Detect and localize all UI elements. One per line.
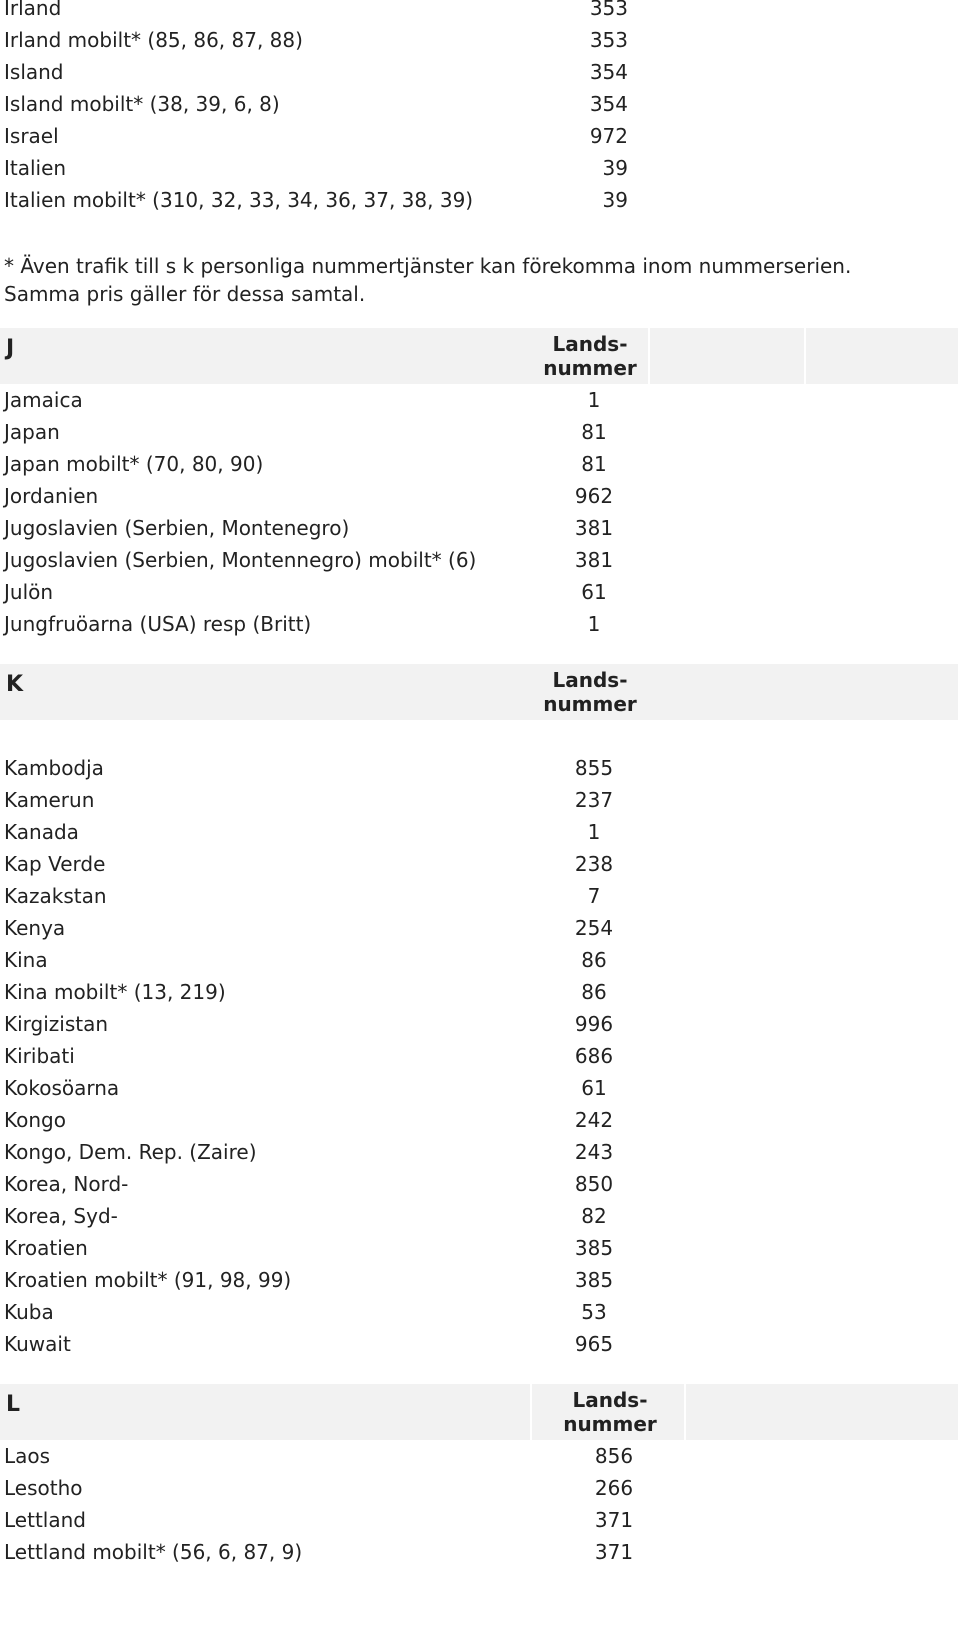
column-divider — [684, 1384, 686, 1440]
column-divider — [648, 328, 650, 384]
country-name: Kroatien — [4, 1236, 88, 1260]
country-name: Italien — [4, 156, 67, 180]
column-header-line: nummer — [563, 1412, 657, 1436]
country-name: Kambodja — [4, 756, 104, 780]
section-letter: K — [6, 672, 24, 697]
country-name: Kroatien mobilt* (91, 98, 99) — [4, 1268, 292, 1292]
country-name: Kokosöarna — [4, 1076, 120, 1100]
country-name: Irland mobilt* (85, 86, 87, 88) — [4, 28, 303, 52]
column-header-line: nummer — [543, 692, 637, 716]
country-name: Lesotho — [4, 1476, 83, 1500]
country-name: Island mobilt* (38, 39, 6, 8) — [4, 92, 280, 116]
column-header-landsnummer — [540, 332, 640, 380]
country-name: Kirgizistan — [4, 1012, 109, 1036]
country-code: 962 — [574, 484, 614, 508]
country-code: 61 — [581, 1076, 607, 1100]
country-code: 381 — [574, 516, 614, 540]
column-divider — [804, 328, 806, 384]
country-code: 381 — [574, 548, 614, 572]
country-code: 7 — [587, 884, 601, 908]
country-name: Jamaica — [4, 388, 83, 412]
section-header-k — [0, 664, 958, 720]
country-code: 266 — [594, 1476, 634, 1500]
column-header-landsnummer — [560, 1388, 660, 1436]
country-name: Kina — [4, 948, 48, 972]
country-code: 972 — [589, 124, 628, 148]
country-code: 996 — [574, 1012, 614, 1036]
country-code: 81 — [581, 420, 607, 444]
country-code: 850 — [574, 1172, 614, 1196]
section-header-j — [0, 328, 958, 384]
column-header-line: Lands- — [572, 1388, 648, 1412]
country-name: Japan — [4, 420, 60, 444]
country-name: Kamerun — [4, 788, 95, 812]
country-code: 965 — [574, 1332, 614, 1356]
country-name: Korea, Syd- — [4, 1204, 118, 1228]
section-letter: J — [6, 336, 15, 361]
column-header-line: nummer — [543, 356, 637, 380]
country-code: 82 — [581, 1204, 607, 1228]
country-code: 1 — [587, 820, 601, 844]
country-name: Kuba — [4, 1300, 54, 1324]
country-code: 354 — [589, 60, 628, 84]
country-code: 686 — [574, 1044, 614, 1068]
column-header-line: Lands- — [552, 668, 628, 692]
country-code: 39 — [602, 188, 628, 212]
footnote — [4, 252, 944, 308]
country-code: 856 — [594, 1444, 634, 1468]
country-name: Irland — [4, 0, 62, 20]
country-name: Lettland mobilt* (56, 6, 87, 9) — [4, 1540, 303, 1564]
country-code: 61 — [581, 580, 607, 604]
country-code: 354 — [589, 92, 628, 116]
country-code: 53 — [581, 1300, 607, 1324]
country-code: 81 — [581, 452, 607, 476]
country-name: Italien mobilt* (310, 32, 33, 34, 36, 37, 38, 39) — [4, 188, 474, 212]
footnote-line: * Även trafik till s k personliga nummertjänster kan förekomma inom nummerserien. — [4, 254, 852, 278]
country-name: Kenya — [4, 916, 66, 940]
section-letter: L — [6, 1392, 21, 1417]
country-code: 1 — [587, 612, 601, 636]
country-name: Kuwait — [4, 1332, 71, 1356]
country-name: Israel — [4, 124, 59, 148]
country-name: Island — [4, 60, 64, 84]
country-code: 385 — [574, 1236, 614, 1260]
country-code: 39 — [602, 156, 628, 180]
country-name: Kanada — [4, 820, 79, 844]
country-name: Kap Verde — [4, 852, 106, 876]
country-name: Jungfruöarna (USA) resp (Britt) — [4, 612, 312, 636]
country-name: Lettland — [4, 1508, 86, 1532]
country-code: 86 — [581, 948, 607, 972]
footnote-line: Samma pris gäller för dessa samtal. — [4, 282, 366, 306]
country-name: Kazakstan — [4, 884, 107, 908]
country-name: Korea, Nord- — [4, 1172, 129, 1196]
country-name: Kiribati — [4, 1044, 75, 1068]
country-code: 385 — [574, 1268, 614, 1292]
country-name: Laos — [4, 1444, 51, 1468]
country-code: 353 — [589, 28, 628, 52]
country-code: 371 — [594, 1540, 634, 1564]
section-header-l — [0, 1384, 958, 1440]
country-name: Kina mobilt* (13, 219) — [4, 980, 226, 1004]
country-code: 238 — [574, 852, 614, 876]
country-code: 371 — [594, 1508, 634, 1532]
country-name: Jordanien — [4, 484, 99, 508]
country-name: Kongo — [4, 1108, 66, 1132]
column-divider — [530, 1384, 532, 1440]
country-name: Japan mobilt* (70, 80, 90) — [4, 452, 264, 476]
country-name: Kongo, Dem. Rep. (Zaire) — [4, 1140, 257, 1164]
country-code: 242 — [574, 1108, 614, 1132]
country-code: 237 — [574, 788, 614, 812]
country-code: 855 — [574, 756, 614, 780]
country-name: Julön — [4, 580, 54, 604]
country-code: 1 — [587, 388, 601, 412]
column-header-line: Lands- — [552, 332, 628, 356]
country-name: Jugoslavien (Serbien, Montenegro) — [4, 516, 350, 540]
country-code: 243 — [574, 1140, 614, 1164]
country-code: 86 — [581, 980, 607, 1004]
column-header-landsnummer — [540, 668, 640, 716]
country-name: Jugoslavien (Serbien, Montennegro) mobilt* (6) — [4, 548, 477, 572]
country-code: 254 — [574, 916, 614, 940]
country-code: 353 — [589, 0, 628, 20]
